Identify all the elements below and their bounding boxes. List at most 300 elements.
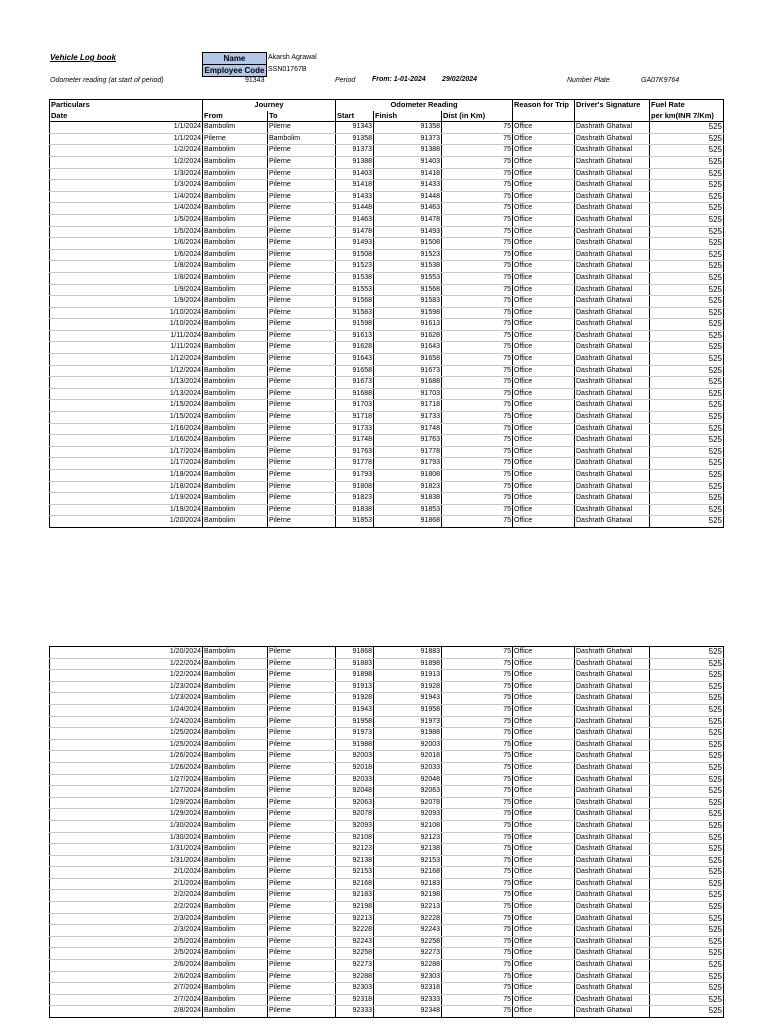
dist-cell: 75 [442,214,513,226]
finish-cell: 92318 [374,983,442,995]
from-cell: Bambolim [203,516,268,528]
table-row [50,493,724,505]
fuel-rate-cell: 525 [650,774,724,786]
table-row [50,983,724,995]
signature-cell: Dashrath Ghatwal [575,983,650,995]
start-cell: 91583 [336,307,374,319]
dist-cell: 75 [442,1006,513,1018]
reason-cell: Office [513,307,575,319]
reason-cell: Office [513,704,575,716]
finish-cell: 92303 [374,971,442,983]
table-row [50,878,724,890]
signature-cell: Dashrath Ghatwal [575,238,650,250]
table-row [50,994,724,1006]
dist-cell: 75 [442,878,513,890]
to-cell: Pilerne [268,716,336,728]
finish-cell: 91733 [374,412,442,424]
to-cell: Pilerne [268,878,336,890]
reason-cell: Office [513,400,575,412]
date-cell: 1/11/2024 [50,330,203,342]
dist-cell: 75 [442,203,513,215]
fuel-rate-cell: 525 [650,960,724,972]
from-cell: Bambolim [203,844,268,856]
finish-cell: 91988 [374,728,442,740]
signature-cell: Dashrath Ghatwal [575,435,650,447]
dist-cell: 75 [442,354,513,366]
table-row [50,214,724,226]
signature-header: Driver's Signature [575,100,650,111]
date-cell: 1/25/2024 [50,728,203,740]
to-cell: Pilerne [268,971,336,983]
date-cell: 1/16/2024 [50,423,203,435]
reason-cell: Office [513,1006,575,1018]
reason-cell: Office [513,693,575,705]
signature-cell: Dashrath Ghatwal [575,809,650,821]
start-cell: 91598 [336,319,374,331]
start-cell: 91748 [336,435,374,447]
to-cell: Pilerne [268,983,336,995]
table-row [50,902,724,914]
table-row [50,203,724,215]
fuel-rate-cell: 525 [650,423,724,435]
date-cell: 1/12/2024 [50,354,203,366]
finish-cell: 91403 [374,156,442,168]
dist-cell: 75 [442,681,513,693]
from-cell: Bambolim [203,983,268,995]
odometer-start-label: Odometer reading (at start of period) [50,77,164,84]
table-row [50,435,724,447]
from-cell: Bambolim [203,786,268,798]
signature-cell: Dashrath Ghatwal [575,704,650,716]
date-cell: 1/23/2024 [50,693,203,705]
start-cell: 91388 [336,156,374,168]
to-cell: Pilerne [268,809,336,821]
signature-cell: Dashrath Ghatwal [575,412,650,424]
finish-cell: 92258 [374,936,442,948]
to-cell: Pilerne [268,797,336,809]
signature-cell: Dashrath Ghatwal [575,902,650,914]
fuel-rate-cell: 525 [650,122,724,134]
fuel-rate-cell: 525 [650,693,724,705]
dist-cell: 75 [442,272,513,284]
dist-cell: 75 [442,647,513,659]
dist-cell: 75 [442,820,513,832]
fuel-rate-cell: 525 [650,156,724,168]
to-cell: Pilerne [268,122,336,134]
reason-header: Reason for Trip [513,100,575,111]
signature-subheader [575,111,650,122]
signature-cell: Dashrath Ghatwal [575,168,650,180]
table-row [50,516,724,528]
to-header: To [268,111,336,122]
reason-cell: Office [513,994,575,1006]
to-cell: Pilerne [268,388,336,400]
from-cell: Bambolim [203,145,268,157]
reason-cell: Office [513,354,575,366]
signature-cell: Dashrath Ghatwal [575,994,650,1006]
finish-cell: 92078 [374,797,442,809]
date-cell: 1/4/2024 [50,191,203,203]
from-cell: Bambolim [203,728,268,740]
dist-cell: 75 [442,504,513,516]
dist-cell: 75 [442,762,513,774]
signature-cell: Dashrath Ghatwal [575,936,650,948]
fuel-rate-cell: 525 [650,249,724,261]
finish-cell: 91838 [374,493,442,505]
finish-cell: 91553 [374,272,442,284]
finish-cell: 91613 [374,319,442,331]
reason-cell: Office [513,504,575,516]
dist-header: Dist (in Km) [442,111,513,122]
table-row [50,307,724,319]
fuel-rate-cell: 525 [650,516,724,528]
fuel-rate-cell: 525 [650,191,724,203]
reason-cell: Office [513,365,575,377]
signature-cell: Dashrath Ghatwal [575,203,650,215]
table-row [50,330,724,342]
start-cell: 92213 [336,913,374,925]
to-cell: Pilerne [268,168,336,180]
to-cell: Pilerne [268,936,336,948]
reason-cell: Office [513,960,575,972]
reason-cell: Office [513,948,575,960]
dist-cell: 75 [442,809,513,821]
date-cell: 2/2/2024 [50,890,203,902]
from-cell: Bambolim [203,832,268,844]
dist-cell: 75 [442,249,513,261]
signature-cell: Dashrath Ghatwal [575,855,650,867]
start-cell: 92033 [336,774,374,786]
table-row [50,739,724,751]
table-row [50,145,724,157]
fuel-rate-cell: 525 [650,902,724,914]
table-row [50,704,724,716]
finish-cell: 92033 [374,762,442,774]
to-cell: Pilerne [268,774,336,786]
to-cell: Pilerne [268,890,336,902]
start-cell: 91928 [336,693,374,705]
table-row [50,971,724,983]
signature-cell: Dashrath Ghatwal [575,797,650,809]
reason-cell: Office [513,330,575,342]
reason-cell: Office [513,191,575,203]
log-table-1 [49,99,724,528]
to-cell: Pilerne [268,272,336,284]
signature-cell: Dashrath Ghatwal [575,1006,650,1018]
start-cell: 91403 [336,168,374,180]
dist-cell: 75 [442,948,513,960]
finish-cell: 92288 [374,960,442,972]
finish-cell: 91478 [374,214,442,226]
fuel-rate-cell: 525 [650,681,724,693]
log-book-title: Vehicle Log book [50,53,116,62]
reason-cell: Office [513,412,575,424]
from-cell: Bambolim [203,296,268,308]
finish-cell: 91628 [374,330,442,342]
finish-cell: 92198 [374,890,442,902]
date-cell: 1/1/2024 [50,122,203,134]
signature-cell: Dashrath Ghatwal [575,296,650,308]
from-cell: Bambolim [203,354,268,366]
per-km-header: per km(INR 7/Km) [650,111,724,122]
from-cell: Bambolim [203,284,268,296]
reason-cell: Office [513,774,575,786]
from-cell: Bambolim [203,180,268,192]
fuel-rate-cell: 525 [650,481,724,493]
start-cell: 91553 [336,284,374,296]
start-cell: 92168 [336,878,374,890]
finish-cell: 92228 [374,913,442,925]
dist-cell: 75 [442,145,513,157]
to-cell: Pilerne [268,261,336,273]
reason-cell: Office [513,493,575,505]
to-cell: Pilerne [268,249,336,261]
table-row [50,133,724,145]
table-row [50,751,724,763]
date-cell: 1/3/2024 [50,168,203,180]
dist-cell: 75 [442,458,513,470]
table-row [50,238,724,250]
date-cell: 2/7/2024 [50,994,203,1006]
start-cell: 92123 [336,844,374,856]
name-value: Akarsh Agrawal [268,54,317,61]
start-cell: 92078 [336,809,374,821]
finish-cell: 92243 [374,925,442,937]
date-cell: 1/31/2024 [50,844,203,856]
fuel-rate-cell: 525 [650,168,724,180]
date-cell: 1/24/2024 [50,704,203,716]
from-cell: Bambolim [203,168,268,180]
dist-cell: 75 [442,797,513,809]
signature-cell: Dashrath Ghatwal [575,658,650,670]
from-cell: Bambolim [203,658,268,670]
to-cell: Pilerne [268,191,336,203]
to-cell: Pilerne [268,913,336,925]
signature-cell: Dashrath Ghatwal [575,844,650,856]
fuel-rate-cell: 525 [650,226,724,238]
reason-cell: Office [513,261,575,273]
reason-cell: Office [513,470,575,482]
from-cell: Bambolim [203,400,268,412]
finish-cell: 91388 [374,145,442,157]
from-cell: Bambolim [203,971,268,983]
finish-cell: 92273 [374,948,442,960]
signature-cell: Dashrath Ghatwal [575,481,650,493]
from-cell: Bambolim [203,249,268,261]
from-cell: Bambolim [203,272,268,284]
date-cell: 2/6/2024 [50,971,203,983]
start-cell: 92198 [336,902,374,914]
to-cell: Pilerne [268,203,336,215]
signature-cell: Dashrath Ghatwal [575,681,650,693]
start-cell: 92183 [336,890,374,902]
from-cell: Bambolim [203,716,268,728]
finish-cell: 92123 [374,832,442,844]
header-row-2 [50,111,724,122]
fuel-rate-cell: 525 [650,820,724,832]
date-cell: 1/15/2024 [50,412,203,424]
reason-cell: Office [513,809,575,821]
dist-cell: 75 [442,180,513,192]
date-cell: 1/27/2024 [50,786,203,798]
to-cell: Pilerne [268,867,336,879]
dist-cell: 75 [442,493,513,505]
date-cell: 2/1/2024 [50,867,203,879]
dist-cell: 75 [442,226,513,238]
table-row [50,446,724,458]
dist-cell: 75 [442,960,513,972]
reason-cell: Office [513,786,575,798]
from-cell: Bambolim [203,936,268,948]
table-row [50,948,724,960]
finish-cell: 91943 [374,693,442,705]
finish-cell: 91463 [374,203,442,215]
start-cell: 91853 [336,516,374,528]
finish-cell: 91658 [374,354,442,366]
to-cell: Pilerne [268,180,336,192]
fuel-rate-cell: 525 [650,867,724,879]
date-cell: 1/8/2024 [50,272,203,284]
start-cell: 91493 [336,238,374,250]
dist-cell: 75 [442,902,513,914]
dist-cell: 75 [442,342,513,354]
date-cell: 1/16/2024 [50,435,203,447]
finish-cell: 92048 [374,774,442,786]
fuel-rate-cell: 525 [650,446,724,458]
from-cell: Bambolim [203,704,268,716]
dist-cell: 75 [442,936,513,948]
fuel-rate-cell: 525 [650,145,724,157]
from-cell: Bambolim [203,214,268,226]
to-cell: Pilerne [268,214,336,226]
finish-cell: 91748 [374,423,442,435]
dist-cell: 75 [442,191,513,203]
start-cell: 91448 [336,203,374,215]
from-cell: Bambolim [203,797,268,809]
from-cell: Bambolim [203,191,268,203]
signature-cell: Dashrath Ghatwal [575,960,650,972]
table-row [50,913,724,925]
start-cell: 91733 [336,423,374,435]
to-cell: Pilerne [268,902,336,914]
start-cell: 91883 [336,658,374,670]
fuel-rate-cell: 525 [650,983,724,995]
dist-cell: 75 [442,284,513,296]
fuel-rate-cell: 525 [650,728,724,740]
start-cell: 91823 [336,493,374,505]
to-cell: Pilerne [268,354,336,366]
signature-cell: Dashrath Ghatwal [575,832,650,844]
dist-cell: 75 [442,470,513,482]
reason-cell: Office [513,272,575,284]
fuel-rate-cell: 525 [650,716,724,728]
fuel-rate-cell: 525 [650,832,724,844]
date-cell: 1/5/2024 [50,214,203,226]
finish-cell: 92093 [374,809,442,821]
to-cell: Pilerne [268,284,336,296]
signature-cell: Dashrath Ghatwal [575,762,650,774]
fuel-rate-cell: 525 [650,647,724,659]
date-cell: 1/2/2024 [50,156,203,168]
fuel-rate-cell: 525 [650,809,724,821]
reason-cell: Office [513,797,575,809]
start-cell: 91463 [336,214,374,226]
table-row [50,832,724,844]
from-cell: Bambolim [203,925,268,937]
from-cell: Bambolim [203,238,268,250]
date-cell: 1/11/2024 [50,342,203,354]
signature-cell: Dashrath Ghatwal [575,890,650,902]
reason-cell: Office [513,435,575,447]
signature-cell: Dashrath Ghatwal [575,739,650,751]
to-cell: Pilerne [268,330,336,342]
start-cell: 91643 [336,354,374,366]
date-cell: 1/1/2024 [50,133,203,145]
from-cell: Bambolim [203,423,268,435]
date-cell: 2/3/2024 [50,925,203,937]
date-cell: 2/6/2024 [50,960,203,972]
from-cell: Bambolim [203,693,268,705]
date-cell: 1/15/2024 [50,400,203,412]
table-row [50,1006,724,1018]
fuel-rate-cell: 525 [650,319,724,331]
dist-cell: 75 [442,238,513,250]
date-cell: 1/30/2024 [50,832,203,844]
fuel-rate-cell: 525 [650,330,724,342]
date-cell: 2/3/2024 [50,913,203,925]
signature-cell: Dashrath Ghatwal [575,751,650,763]
table-row [50,122,724,134]
table-row [50,647,724,659]
date-cell: 2/1/2024 [50,878,203,890]
from-cell: Bambolim [203,504,268,516]
finish-cell: 91973 [374,716,442,728]
start-cell: 91658 [336,365,374,377]
dist-cell: 75 [442,296,513,308]
reason-cell: Office [513,983,575,995]
from-cell: Bambolim [203,890,268,902]
table-row [50,658,724,670]
finish-cell: 91913 [374,670,442,682]
start-cell: 92258 [336,948,374,960]
start-cell: 91523 [336,261,374,273]
finish-cell: 91598 [374,307,442,319]
table-row [50,774,724,786]
table-row [50,354,724,366]
fuel-rate-cell: 525 [650,388,724,400]
reason-cell: Office [513,739,575,751]
date-cell: 1/2/2024 [50,145,203,157]
to-cell: Pilerne [268,820,336,832]
reason-cell: Office [513,249,575,261]
date-cell: 1/10/2024 [50,307,203,319]
start-cell: 91718 [336,412,374,424]
signature-cell: Dashrath Ghatwal [575,446,650,458]
start-cell: 91778 [336,458,374,470]
finish-cell: 91718 [374,400,442,412]
signature-cell: Dashrath Ghatwal [575,122,650,134]
from-cell: Bambolim [203,493,268,505]
table-row [50,925,724,937]
fuel-rate-cell: 525 [650,261,724,273]
to-cell: Pilerne [268,832,336,844]
reason-cell: Office [513,168,575,180]
from-cell: Bambolim [203,739,268,751]
signature-cell: Dashrath Ghatwal [575,284,650,296]
finish-cell: 91568 [374,284,442,296]
reason-cell: Office [513,296,575,308]
finish-cell: 91448 [374,191,442,203]
